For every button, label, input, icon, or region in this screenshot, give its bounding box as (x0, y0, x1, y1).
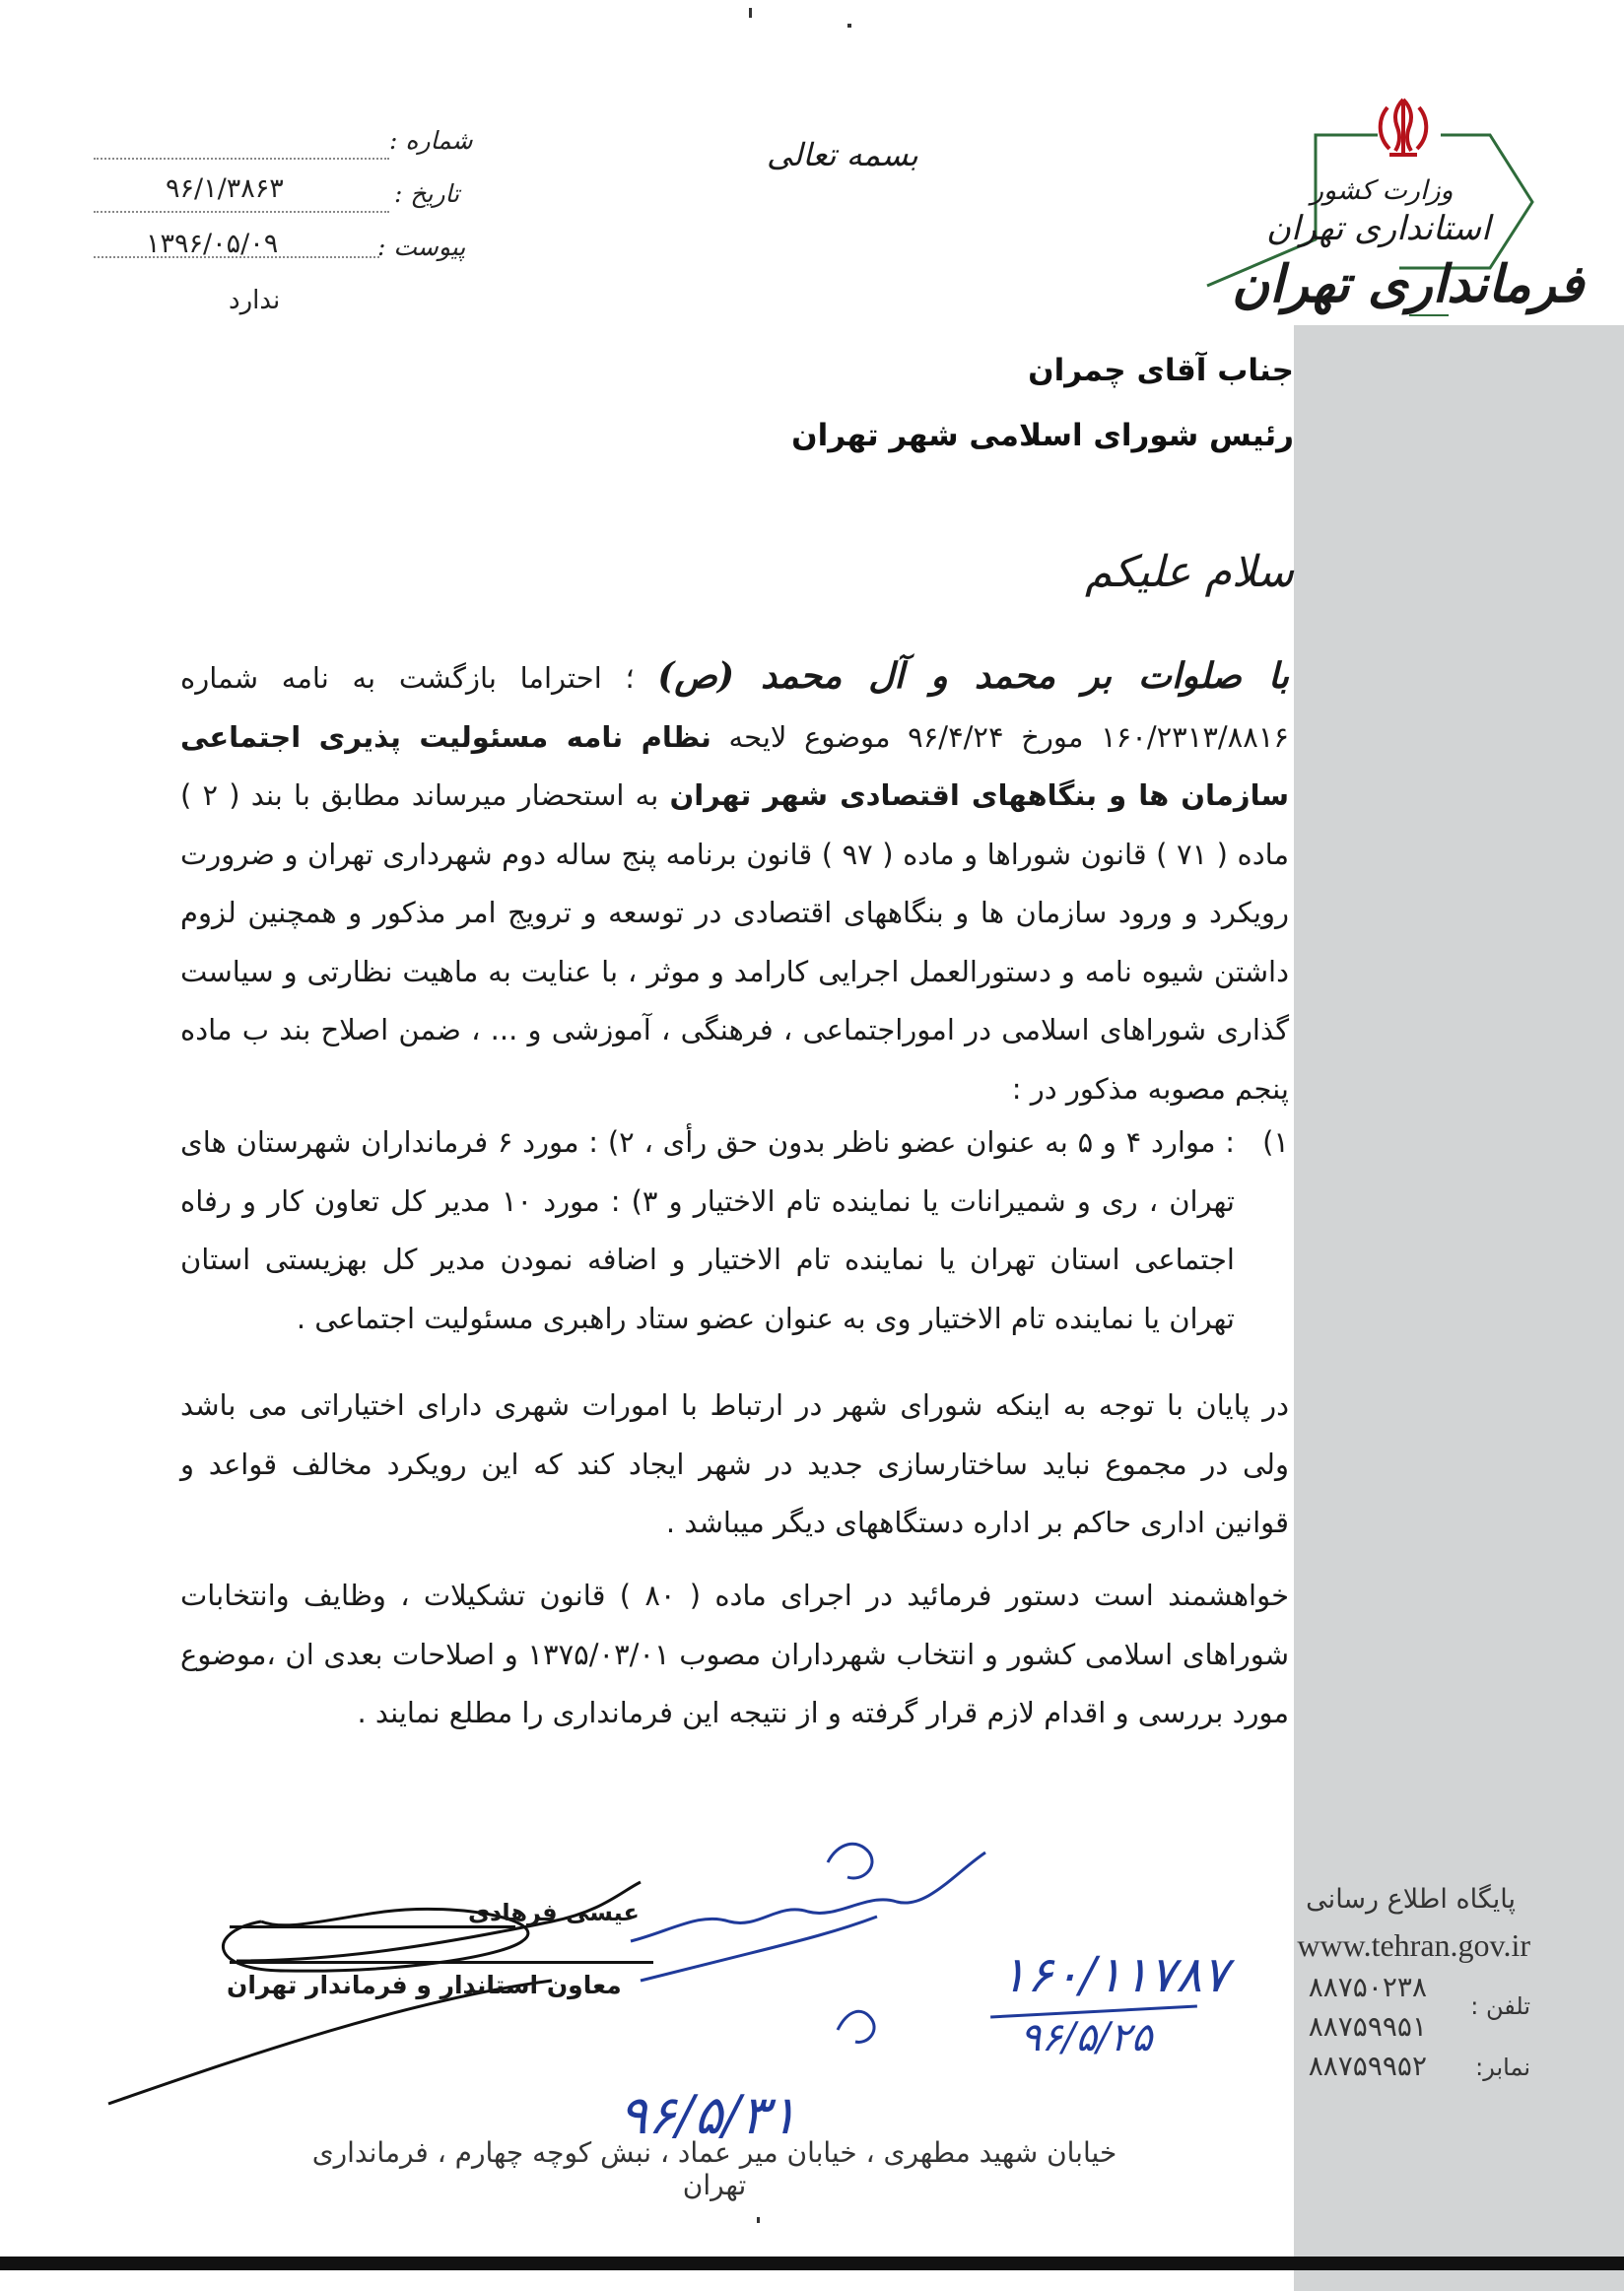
phone-label: تلفن : (1470, 1992, 1530, 2020)
website: www.tehran.gov.ir (1297, 1927, 1530, 1963)
date-value: ۹۶/۱/۳۸۶۳ (166, 173, 284, 204)
phone-1: ۸۸۷۵۰۲۳۸ (1308, 1971, 1427, 2003)
attachment-note: ندارد (229, 286, 281, 315)
scan-speck (847, 24, 851, 28)
fax-number: ۸۸۷۵۹۹۵۲ (1308, 2050, 1427, 2082)
scan-bottom-edge (0, 2257, 1624, 2270)
date-line (94, 211, 389, 213)
signatory-title: معاون استاندار و فرماندار تهران (227, 1971, 622, 1999)
footer-address: خیابان شهید مطهری ، خیابان میر عماد ، نبش کوچه چهارم ، فرمانداری تهران (311, 2136, 1117, 2201)
greeting: با صلوات بر محمد و آل محمد (ص) (657, 655, 1289, 697)
phone-2: ۸۸۷۵۹۹۵۱ (1308, 2010, 1427, 2043)
bismillah: بسمه تعالی (767, 136, 918, 173)
number-line (94, 158, 389, 160)
amendments-list (180, 1113, 1289, 1348)
signatory-name: عیسی فرهادی (468, 1899, 640, 1926)
list-item-text: : موارد ۴ و ۵ به عنوان عضو ناظر بدون حق رأی ، ۲) : مورد ۶ فرمانداران شهرستان های تهران ، ری و شمیرانات یا نماینده تام الاختیار و ۳) : مورد ۱۰ مدیر کل تعاون کار و رفاه اجتماعی استان تهران یا نماینده تام الاختیار و اضافه نمودن مدیر کل بهزیستی استان تهران یا نماینده تام الاختیار وی به عنوان عضو ستاد راهبری مسئولیت اجتماعی . (180, 1125, 1235, 1335)
logo-frame (0, 0, 1624, 414)
iran-emblem-icon (1368, 94, 1439, 165)
logo-district-text: فرمانداری تهران (1232, 254, 1585, 314)
bill-title: نظام نامه مسئولیت پذیری اجتماعی سازمان ها و بنگاههای اقتصادی شهر تهران (180, 719, 1289, 812)
salutation: سلام علیکم (1084, 547, 1294, 597)
signature-underline-2 (230, 1961, 653, 1964)
logo-governorate-text: استانداری تهران (1266, 209, 1491, 248)
date-label: تاریخ : (394, 179, 460, 208)
number-label: شماره : (389, 126, 473, 155)
scan-speck (757, 2217, 760, 2223)
handwritten-date: ۹۶/۵/۳۱ (619, 2084, 798, 2146)
attachment-value: ۱۳۹۶/۰۵/۰۹ (146, 229, 279, 259)
list-item-number: ۱) (1262, 1125, 1289, 1159)
recipient-title: رئیس شورای اسلامی شهر تهران (791, 418, 1294, 453)
body-paragraph-2: در پایان با توجه به اینکه شورای شهر در ارتباط با امورات شهری دارای اختیاراتی می باشد ولی در مجموع نباید ساختارسازی جدید در شهر ایجاد کند که این رویکرد مخالف قواعد و قوانین اداری حاکم بر اداره دستگاههای دیگر میباشد . (180, 1388, 1289, 1539)
scan-speck (749, 8, 752, 18)
handwritten-reference-date: ۹۶/۵/۲۵ (1020, 2015, 1153, 2060)
list-item (180, 1113, 1289, 1348)
body-paragraph-1 (180, 647, 1289, 1118)
body-paragraph-3: خواهشمند است دستور فرمائید در اجرای ماده ( ۸۰ ) قانون تشکیلات ، وظایف وانتخابات شوراهای اسلامی کشور و انتخاب شهرداران مصوب ۱۳۷۵/۰۳/۰۱ و اصلاحات بعدی ان ،موضوع مورد بررسی و اقدام لازم قرار گرفته و از نتیجه این فرمانداری را مطلع نمایند . (180, 1579, 1290, 1729)
attachment-label: پیوست : (377, 233, 466, 261)
info-portal-title: پایگاه اطلاع رسانی (1306, 1884, 1516, 1915)
handwritten-note (611, 1823, 1005, 2079)
fax-label: نمابر: (1475, 2054, 1530, 2081)
logo-ministry-text: وزارت کشور (1311, 175, 1454, 206)
body-paragraph-1-part-a: ؛ احتراما بازگشت به نامه شماره ۱۶۰/۲۳۱۳/۸۸۱۶ مورخ ۹۶/۴/۲۴ موضوع لایحه (180, 661, 1289, 754)
recipient-name: جناب آقای چمران (1028, 353, 1294, 388)
body-paragraph-1-part-b: به استحضار میرساند مطابق با بند ( ۲ ) ماده ( ۷۱ ) قانون شوراها و ماده ( ۹۷ ) قانون برنامه پنج ساله دوم شهرداری تهران و ضرورت رویکرد و ورود سازمان ها و بنگاههای اقتصادی در توسعه و ترویج امر مذکور و همچنین لزوم داشتن شیوه نامه و دستورالعمل اجرایی کارامد و موثر ، با عنایت به ماهیت نظارتی و سیاست گذاری شوراهای اسلامی در اموراجتماعی ، فرهنگی ، آموزشی و ... ، ضمن اصلاح بند ب ماده پنجم مصوبه مذکور در : (180, 778, 1289, 1106)
handwritten-reference-number: ۱۶۰/۱۱۷۸۷ (1000, 1946, 1229, 2003)
